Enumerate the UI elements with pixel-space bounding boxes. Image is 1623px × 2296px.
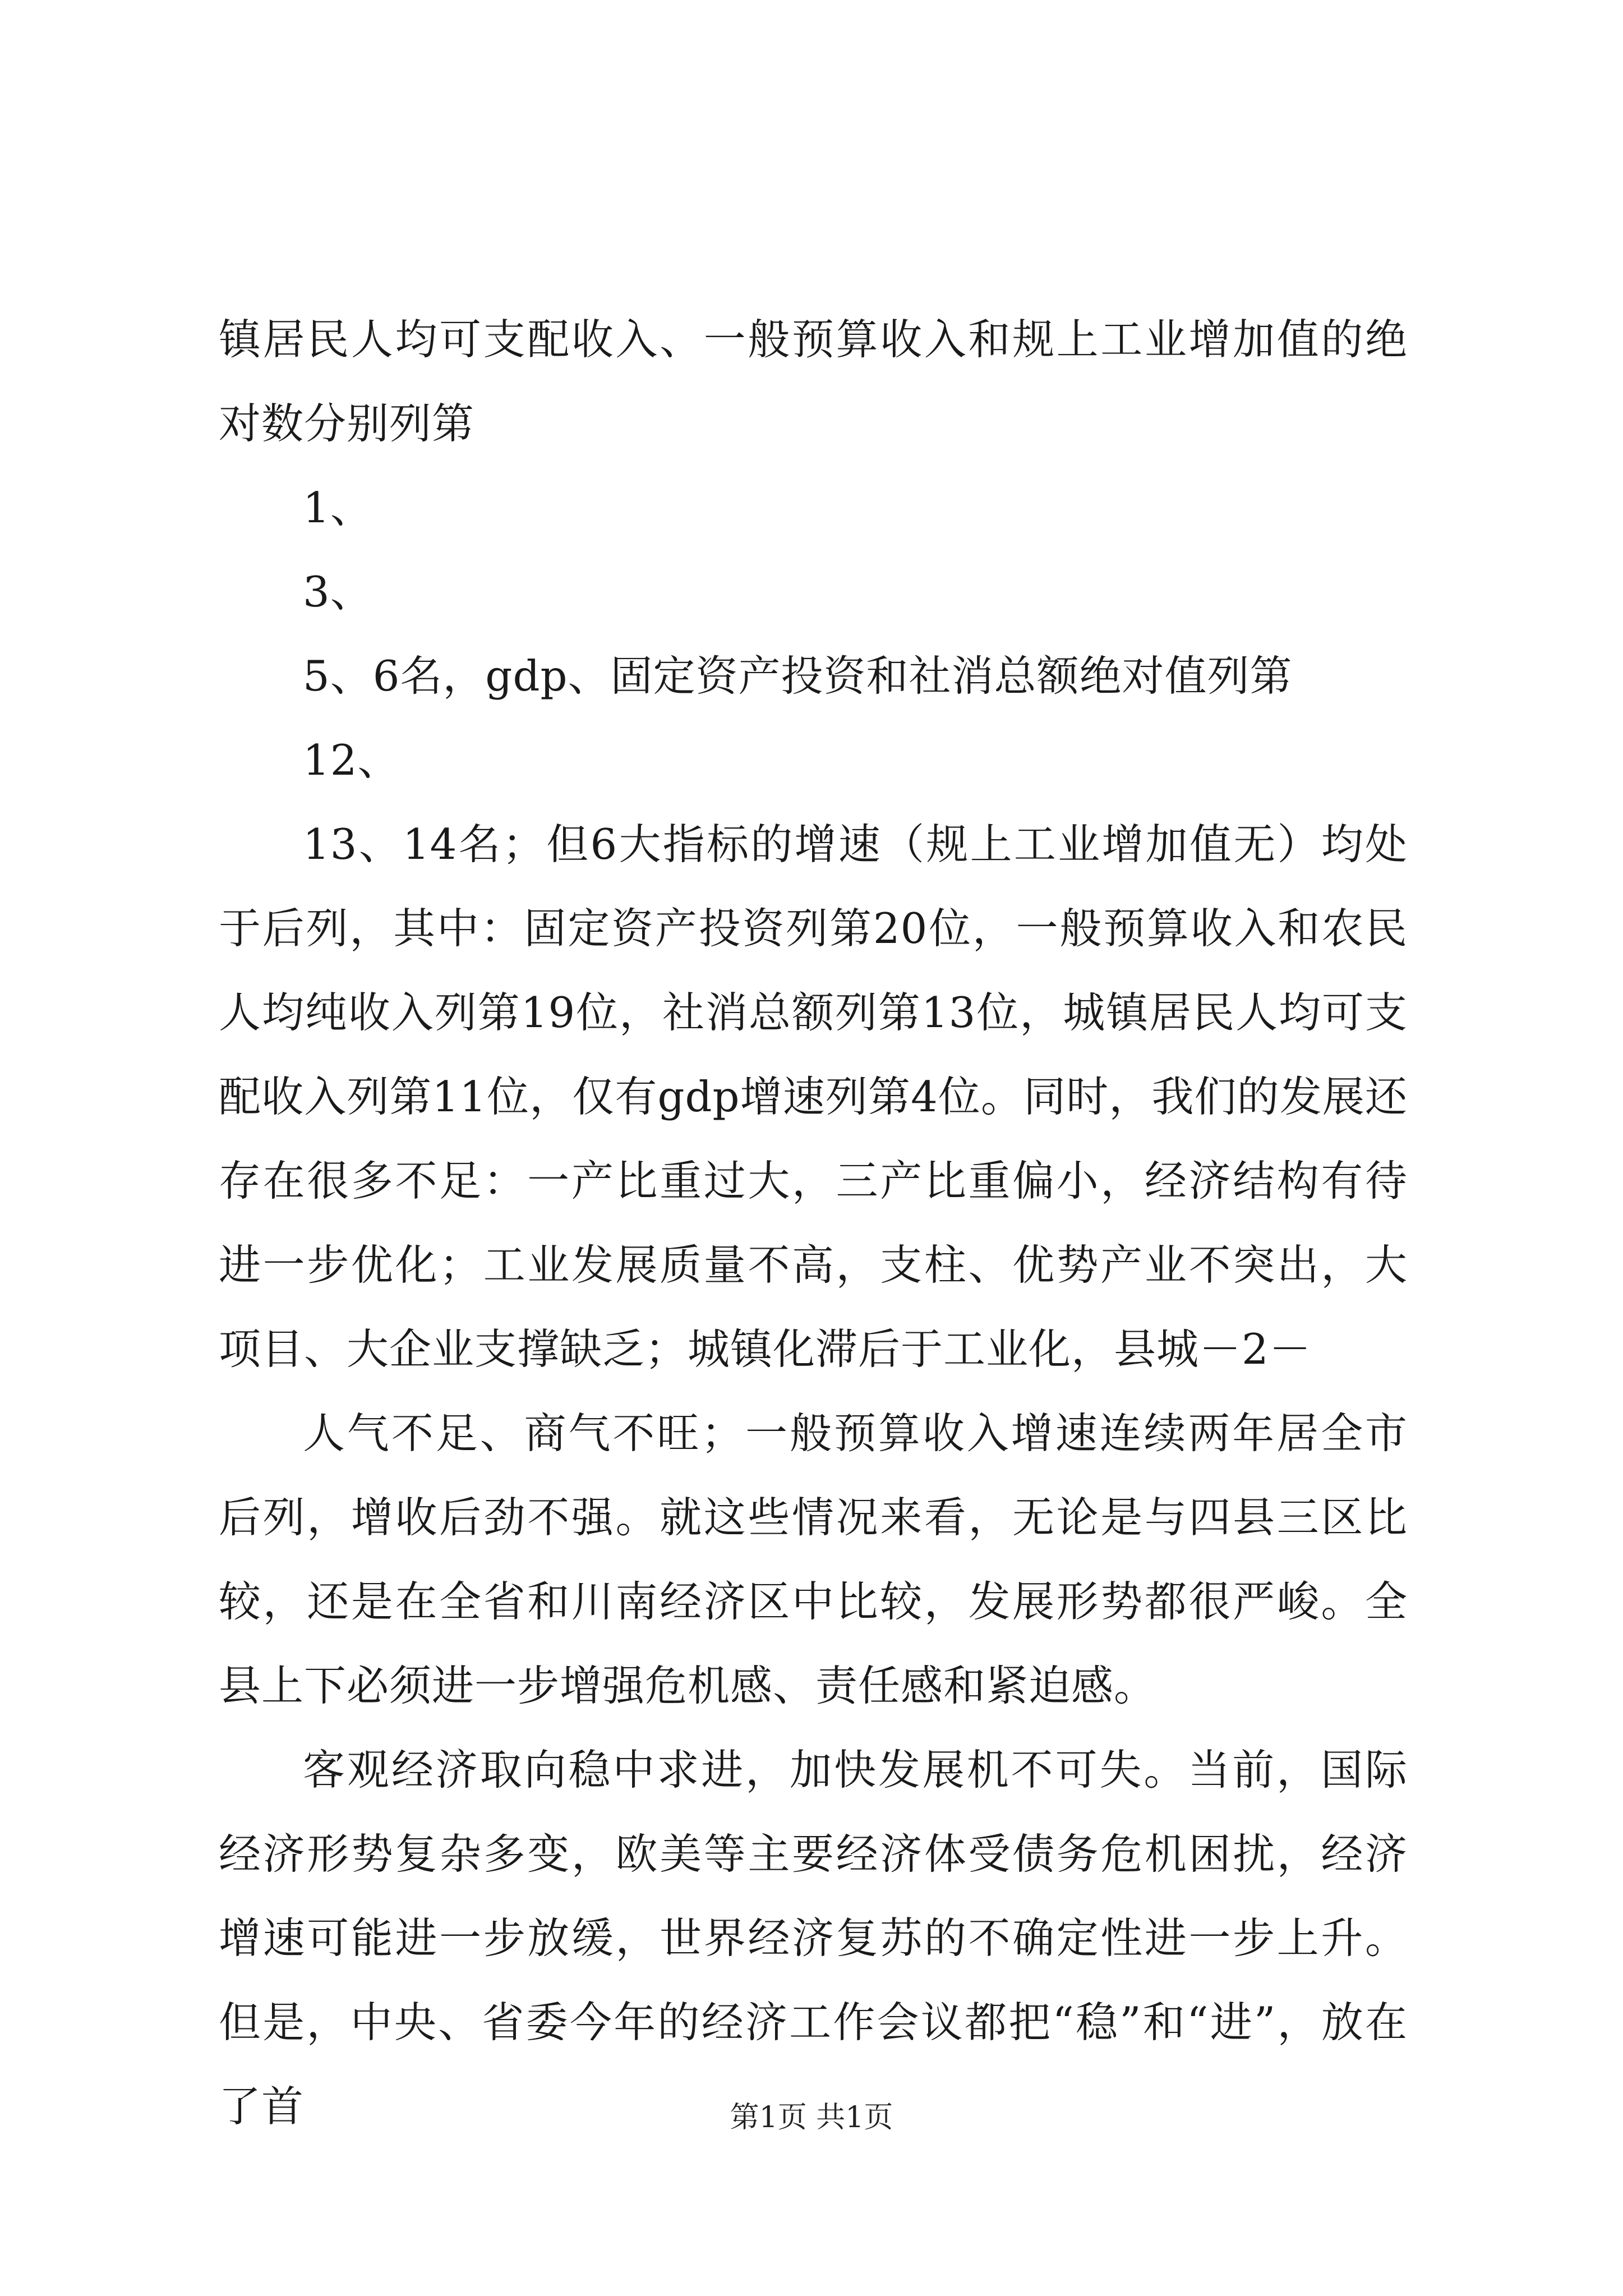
paragraph: 1、 bbox=[303, 483, 373, 532]
paragraph: 镇居民人均可支配收入、一般预算收入和规上工业增加值的绝对数分别列第 bbox=[219, 315, 1408, 448]
paragraph: 客观经济取向稳中求进，加快发展机不可失。当前，国际经济形势复杂多变，欧美等主要经济体受债务危机困扰，经济增速可能进一步放缓，世界经济复苏的不确定性进一步上升。但是，中央、省委今年的经济工作会议都把“稳”和“进”，放在了首 bbox=[219, 1745, 1408, 2131]
paragraph: 13、14名；但6大指标的增速（规上工业增加值无）均处于后列，其中：固定资产投资列第20位，一般预算收入和农民人均纯收入列第19位，社消总额列第13位，城镇居民人均可支配收入列第11位，仅有gdp增速列第4位。同时，我们的发展还存在很多不足：一产比重过大，三产比重偏小，经济结构有待进一步优化；工业发展质量不高，支柱、优势产业不突出，大项目、大企业支撑缺乏；城镇化滞后于工业化，县城－2－ bbox=[219, 820, 1408, 1374]
page-number-label: 第1页 共1页 bbox=[730, 2101, 893, 2134]
document-body bbox=[219, 297, 1408, 2148]
paragraph: 3、 bbox=[303, 567, 373, 616]
paragraph: 人气不足、商气不旺；一般预算收入增速连续两年居全市后列，增收后劲不强。就这些情况来看，无论是与四县三区比较，还是在全省和川南经济区中比较，发展形势都很严峻。全县上下必须进一步增强危机感、责任感和紧迫感。 bbox=[219, 1409, 1408, 1710]
paragraph: 12、 bbox=[303, 735, 400, 785]
page-footer bbox=[0, 2101, 1623, 2134]
paragraph: 5、6名，gdp、固定资产投资和社消总额绝对值列第 bbox=[303, 651, 1293, 701]
